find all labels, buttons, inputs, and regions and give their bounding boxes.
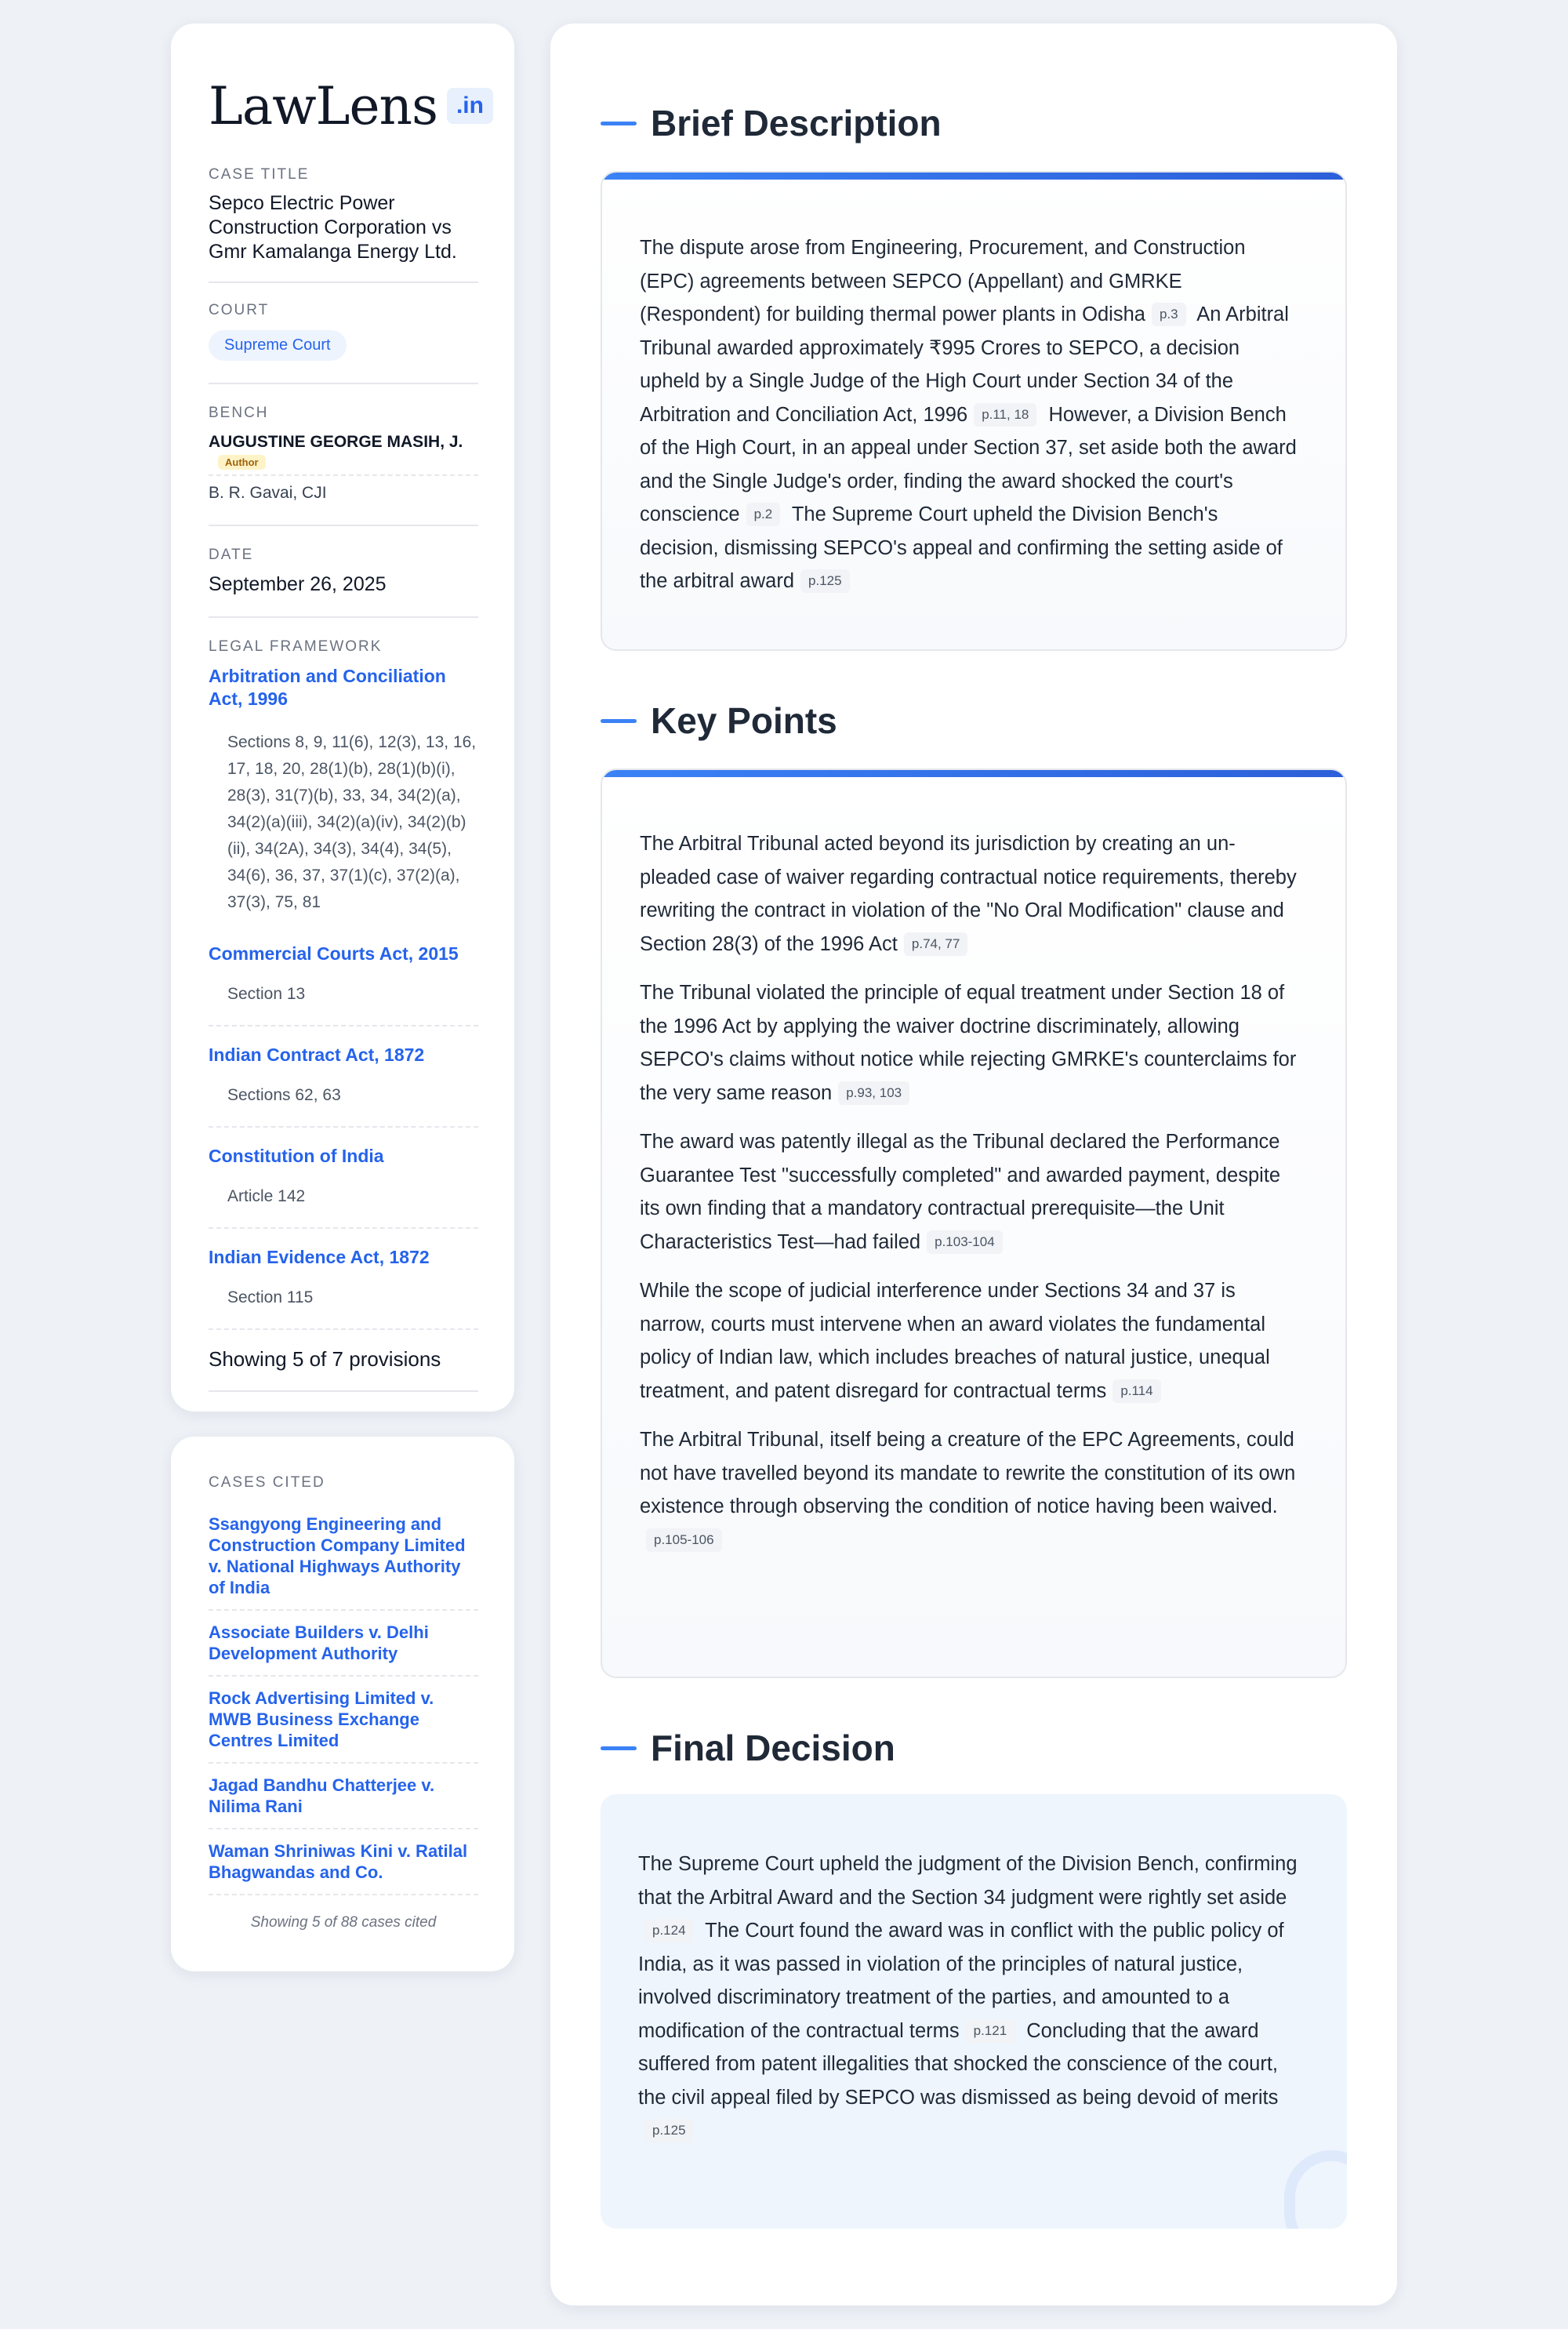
- court-label: COURT: [209, 302, 270, 318]
- date-label: DATE: [209, 547, 254, 563]
- key-point-item: [640, 1125, 1298, 1259]
- main-content-card: [550, 24, 1397, 2305]
- final-text: The Court found the award was in conflict with the public policy of India, as it was passed in violation of the principles of natural justice, involved discriminatory treatment of the parties, and amounted to a modification of the contractual terms: [638, 1920, 1284, 2042]
- key-point-item: [640, 976, 1298, 1110]
- cases-cited-label: CASES CITED: [209, 1474, 325, 1491]
- box-accent-bar: [602, 173, 1345, 180]
- case-title-section: [209, 166, 478, 283]
- legal-framework-label: LEGAL FRAMEWORK: [209, 638, 383, 655]
- act-link[interactable]: Indian Contract Act, 1872: [209, 1045, 425, 1065]
- author-badge: Author: [218, 455, 266, 470]
- logo-name: LawLens: [209, 75, 437, 136]
- brief-description-heading: Brief Description: [651, 103, 942, 144]
- page-citation[interactable]: p.125: [644, 2119, 694, 2142]
- logo-tld-badge: .in: [447, 88, 493, 124]
- cited-case-link[interactable]: Rock Advertising Limited v. MWB Business Exchange Centres Limited: [209, 1677, 478, 1764]
- act-link[interactable]: Arbitration and Conciliation Act, 1996: [209, 666, 446, 709]
- cited-case-link[interactable]: Waman Shriniwas Kini v. Ratilal Bhagwandas and Co.: [209, 1829, 478, 1895]
- cited-case-link[interactable]: Associate Builders v. Delhi Development Authority: [209, 1611, 478, 1677]
- key-points-heading: Key Points: [651, 700, 837, 741]
- page-citation[interactable]: p.121: [966, 2019, 1015, 2043]
- final-decision-box: [601, 1794, 1347, 2229]
- key-point-item: [640, 1274, 1298, 1408]
- act-sections: Sections 62, 63: [209, 1066, 478, 1128]
- page-citation[interactable]: p.105-106: [646, 1528, 722, 1552]
- bench-section: [209, 384, 478, 526]
- act-link[interactable]: Constitution of India: [209, 1146, 384, 1166]
- judge-name: AUGUSTINE GEORGE MASIH, J.: [209, 433, 463, 451]
- page-citation[interactable]: p.2: [746, 503, 781, 526]
- brief-description-box: [601, 171, 1347, 651]
- key-point-item: [640, 1423, 1298, 1557]
- act-sections: Sections 8, 9, 11(6), 12(3), 13, 16, 17, 18, 20, 28(1)(b), 28(1)(b)(i), 28(3), 31(7)(b), 33, 34, 34(2)(a), 34(2)(a)(iii), 34(2)(a)(iv), 34(2)(b)(ii), 34(2A), 34(3), 34(4), 34(5), 34(6), 36, 37, 37(1)(c), 37(2)(a), 37(3), 75, 81: [227, 733, 477, 911]
- act-link[interactable]: Indian Evidence Act, 1872: [209, 1247, 430, 1267]
- key-point-text: The Arbitral Tribunal, itself being a creature of the EPC Agreements, could not have travelled beyond its mandate to rewrite the constitution of its own existence through observing the condition of notice having been waived.: [640, 1429, 1296, 1517]
- page-citation[interactable]: p.125: [800, 569, 850, 593]
- key-point-text: The award was patently illegal as the Tribunal declared the Performance Guarantee Test "successfully completed" and awarded payment, despite its own finding that a mandatory contractual prerequisite—the Unit Characteristics Test—had failed: [640, 1131, 1281, 1253]
- key-point-text: While the scope of judicial interference under Sections 34 and 37 is narrow, courts must intervene when an award violates the fundamental policy of Indian law, which includes breaches of natural justice, unequal treatment, and patent disregard for contractual terms: [640, 1280, 1270, 1402]
- brief-text: An Arbitral Tribunal awarded approximately ₹995 Crores to SEPCO, a decision upheld by a Single Judge of the High Court under Section 34 of the Arbitration and Conciliation Act, 1996: [640, 303, 1289, 426]
- cited-case-link[interactable]: Ssangyong Engineering and Construction Company Limited v. National Highways Authority of India: [209, 1502, 478, 1611]
- brief-description-heading-row: [601, 102, 942, 144]
- cases-cited-count: Showing 5 of 88 cases cited: [250, 1914, 437, 1931]
- brief-text: However, a Division Bench of the High Court, in an appeal under Section 37, set aside both the award and the Single Judge's order, finding the award shocked the court's conscience: [640, 403, 1297, 525]
- provisions-count: Showing 5 of 7 provisions: [209, 1330, 478, 1392]
- divider: [209, 470, 478, 476]
- page-citation[interactable]: p.11, 18: [974, 403, 1036, 427]
- case-title-label: CASE TITLE: [209, 166, 310, 183]
- cited-case-link[interactable]: Jagad Bandhu Chatterjee v. Nilima Rani: [209, 1764, 478, 1829]
- case-title: Sepco Electric Power Construction Corporation vs Gmr Kamalanga Energy Ltd.: [209, 192, 457, 263]
- section-watermark-icon: [1284, 2150, 1347, 2229]
- key-points-list: [602, 777, 1345, 1611]
- cases-cited-card: [171, 1437, 514, 1971]
- brief-text: The dispute arose from Engineering, Procurement, and Construction (EPC) agreements between SEPCO (Appellant) and GMRKE (Respondent) for building thermal power plants in Odisha: [640, 237, 1246, 325]
- final-text: The Supreme Court upheld the judgment of the Division Bench, confirming that the Arbitral Award and the Section 34 judgment were rightly set aside: [638, 1853, 1298, 1909]
- final-text: Concluding that the award suffered from patent illegalities that shocked the conscience of the court, the civil appeal filed by SEPCO was dismissed as being devoid of merits: [638, 2019, 1279, 2109]
- act-sections: Article 142: [209, 1168, 478, 1229]
- page-citation[interactable]: p.3: [1152, 303, 1186, 326]
- final-decision-heading-row: [601, 1727, 895, 1769]
- heading-accent: [601, 122, 637, 125]
- act-link[interactable]: Commercial Courts Act, 2015: [209, 943, 459, 964]
- page-citation[interactable]: p.103-104: [927, 1230, 1003, 1254]
- date-section: [209, 526, 478, 618]
- heading-accent: [601, 719, 637, 723]
- key-points-heading-row: [601, 699, 837, 742]
- act-sections: Section 13: [209, 965, 478, 1026]
- court-badge: Supreme Court: [209, 330, 347, 361]
- bench-label: BENCH: [209, 405, 269, 421]
- judge-name: B. R. Gavai, CJI: [209, 484, 327, 502]
- page-citation[interactable]: p.124: [644, 1919, 694, 1942]
- court-section: [209, 283, 478, 384]
- judgment-date: September 26, 2025: [209, 573, 387, 595]
- brief-text: The Supreme Court upheld the Division Bench's decision, dismissing SEPCO's appeal and confirming the setting aside of the arbitral award: [640, 503, 1283, 592]
- case-info-card: [171, 24, 514, 1412]
- key-point-text: The Arbitral Tribunal acted beyond its jurisdiction by creating an un-pleaded case of waiver regarding contractual notice requirements, thereby rewriting the contract in violation of the "No Oral Modification" clause and Section 28(3) of the 1996 Act: [640, 833, 1297, 955]
- legal-framework-section: [209, 618, 478, 1392]
- page-citation[interactable]: p.93, 103: [838, 1081, 909, 1105]
- act-sections: Section 115: [209, 1269, 478, 1330]
- key-points-box: [601, 768, 1347, 1678]
- final-decision-text: [601, 1794, 1347, 2148]
- page-citation[interactable]: p.114: [1112, 1379, 1160, 1403]
- brief-description-text: [602, 180, 1345, 638]
- key-point-item: [640, 827, 1298, 961]
- final-decision-heading: Final Decision: [651, 1728, 895, 1768]
- page-citation[interactable]: p.74, 77: [904, 932, 967, 956]
- logo[interactable]: [209, 71, 484, 141]
- box-accent-bar: [602, 770, 1345, 777]
- heading-accent: [601, 1746, 637, 1750]
- key-point-text: The Tribunal violated the principle of equal treatment under Section 18 of the 1996 Act by applying the waiver doctrine discriminately, allowing SEPCO's claims without notice while rejecting GMRKE's counterclaims for the very same reason: [640, 982, 1297, 1104]
